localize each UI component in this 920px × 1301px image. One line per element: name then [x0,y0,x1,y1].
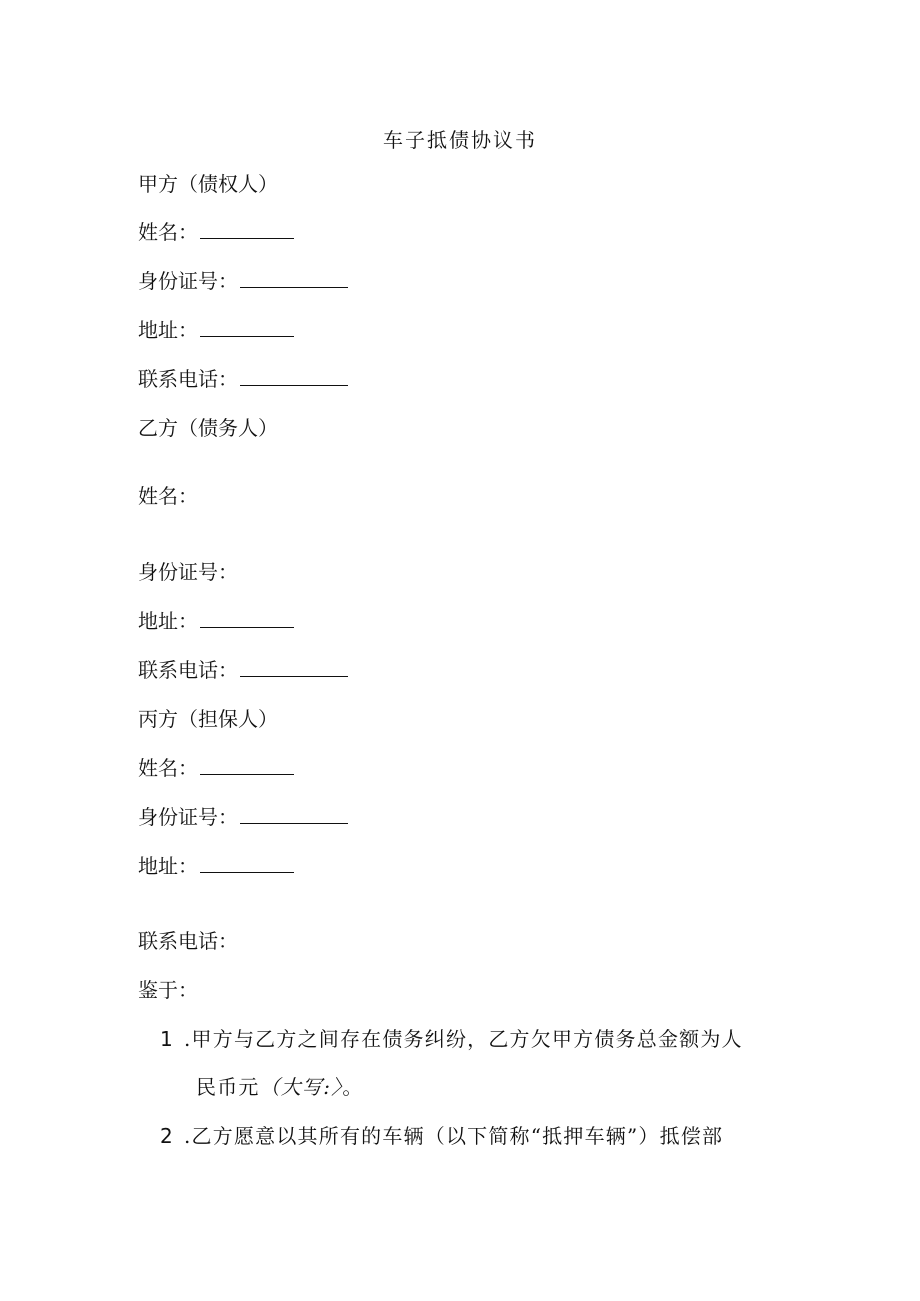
party-b-address-label: 地址： [138,609,198,633]
whereas-item-2-text: .乙方愿意以其所有的车辆（以下简称“抵押车辆”）抵偿部 [184,1124,724,1148]
party-b-phone-label: 联系电话： [138,658,238,682]
party-c-name-label: 姓名： [138,756,198,780]
party-a-id-row [138,267,348,295]
party-c-heading: 丙方（担保人） [138,707,278,731]
party-c-id-label: 身份证号： [138,805,238,829]
party-c-address-row [138,852,294,880]
party-a-id-label: 身份证号： [138,269,238,293]
whereas-item-1-text: .甲方与乙方之间存在债务纠纷，乙方欠甲方债务总金额为人 [184,1027,743,1051]
party-c-phone-label: 联系电话： [138,929,238,953]
whereas-item-1-amount-uppercase: （大写:〉 [259,1075,343,1099]
whereas-item-1-continuation [196,1073,364,1101]
whereas-item-1-number: 1 [160,1027,174,1051]
party-a-name-field[interactable] [200,218,294,239]
party-a-address-field[interactable] [200,316,294,337]
party-a-address-row [138,316,294,344]
party-c-address-label: 地址： [138,854,198,878]
party-b-phone-row [138,656,348,684]
document-title: 车子抵债协议书 [383,128,537,152]
whereas-item-2-number: 2 [160,1124,174,1148]
party-b-heading: 乙方（债务人） [138,416,278,440]
party-b-address-row [138,607,294,635]
party-a-address-label: 地址： [138,318,198,342]
party-b-address-field[interactable] [200,607,294,628]
party-a-phone-field[interactable] [240,365,348,386]
party-c-name-row [138,754,294,782]
whereas-label: 鉴于： [138,978,198,1002]
whereas-item-1-currency: 民币元 [196,1075,260,1099]
party-a-id-field[interactable] [240,267,348,288]
party-c-address-field[interactable] [200,852,294,873]
whereas-item-1 [160,1025,743,1053]
party-b-name-label: 姓名： [138,484,198,508]
whereas-item-2 [160,1122,723,1150]
party-c-name-field[interactable] [200,754,294,775]
party-b-id-label: 身份证号： [138,560,238,584]
party-a-name-row [138,218,294,246]
party-a-phone-label: 联系电话： [138,367,238,391]
whereas-item-1-end: 。 [342,1075,364,1099]
party-a-phone-row [138,365,348,393]
party-a-heading: 甲方（债权人） [138,172,278,196]
party-b-phone-field[interactable] [240,656,348,677]
party-c-id-row [138,803,348,831]
party-c-id-field[interactable] [240,803,348,824]
party-a-name-label: 姓名： [138,220,198,244]
